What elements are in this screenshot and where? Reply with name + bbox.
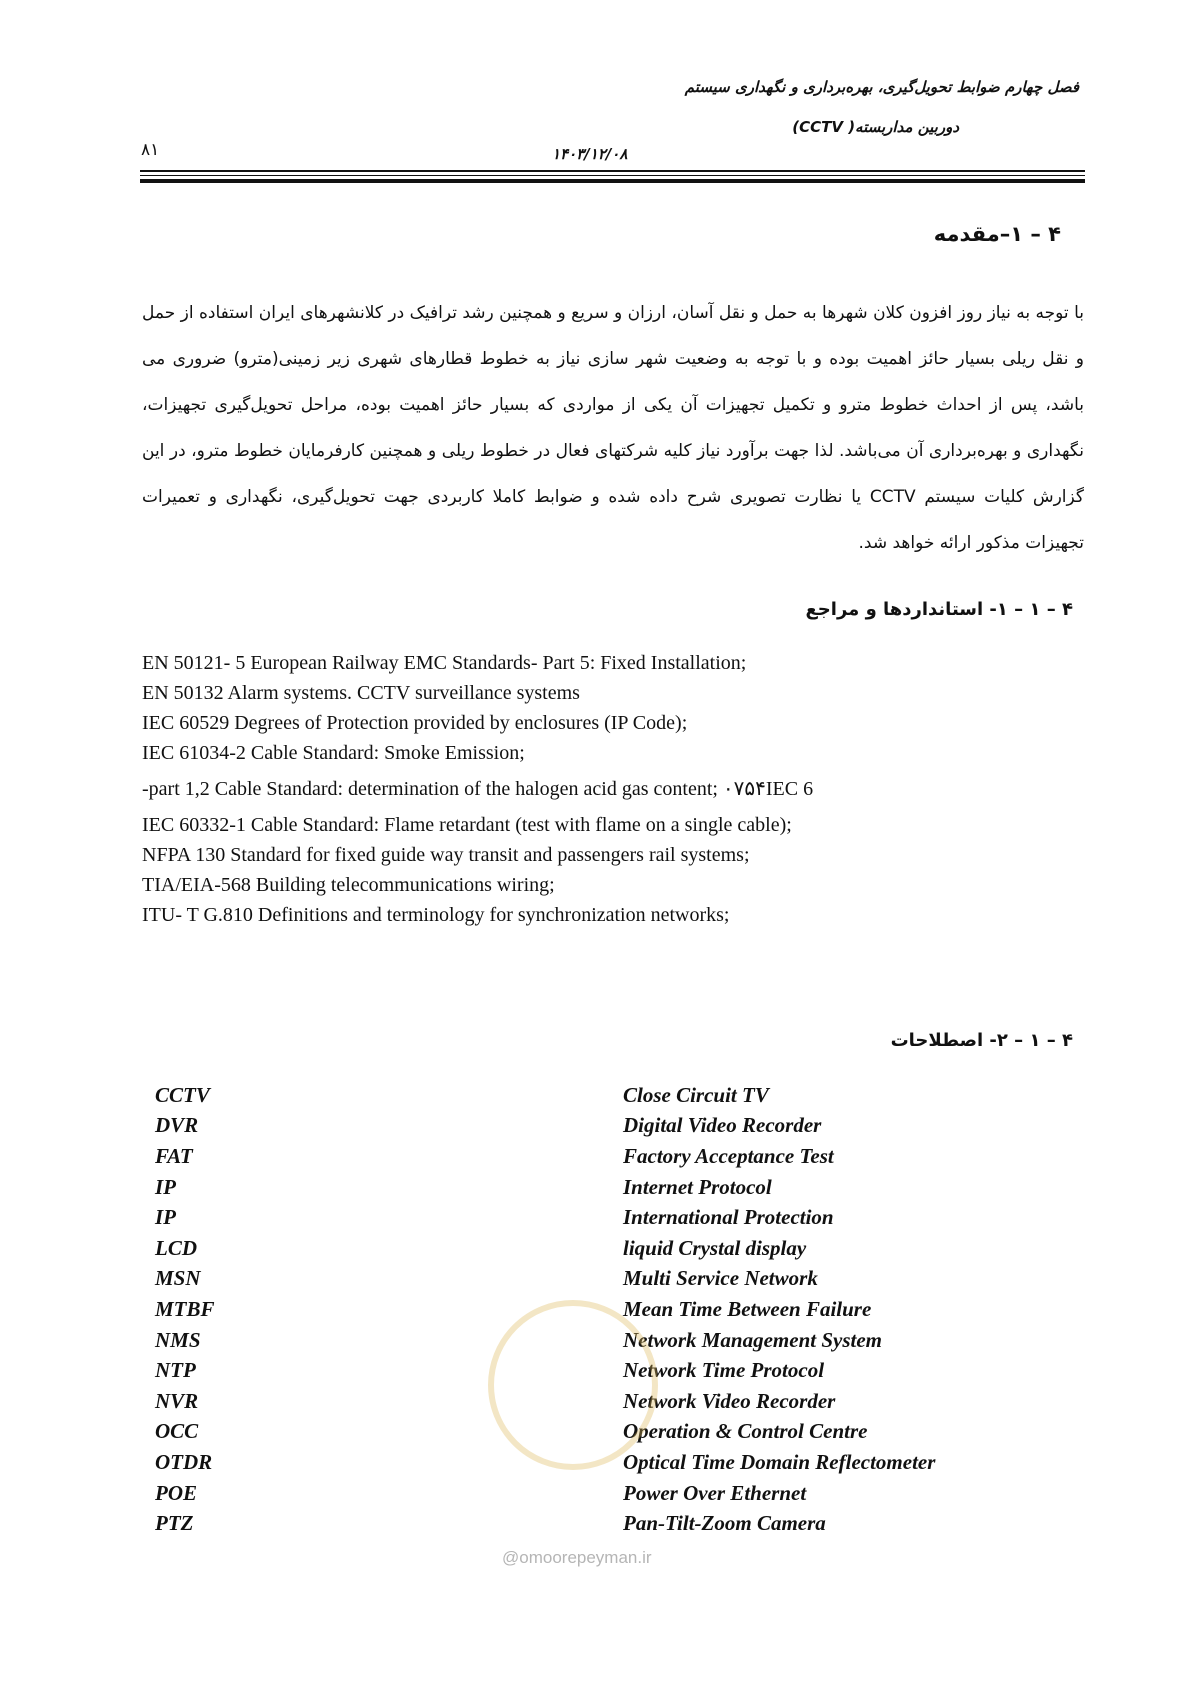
abbreviation-code: NTP: [155, 1358, 196, 1383]
standard-item: IEC 60332-1 Cable Standard: Flame retardant (test with flame on a single cable);: [142, 814, 792, 836]
abbreviation-description: Optical Time Domain Reflectometer: [623, 1449, 936, 1474]
abbreviation-description: Network Time Protocol: [623, 1358, 825, 1383]
abbreviation-row: [155, 1172, 935, 1203]
abbreviation-code: OCC: [155, 1419, 199, 1444]
abbreviation-code: CCTV: [155, 1082, 210, 1107]
abbreviation-description: Network Video Recorder: [623, 1388, 836, 1413]
abbreviation-row: [155, 1202, 935, 1233]
standard-item: ITU- T G.810 Definitions and terminology for synchronization networks;: [142, 904, 730, 926]
abbreviation-description: Network Management System: [623, 1327, 883, 1352]
abbreviation-description: Close Circuit TV: [623, 1082, 769, 1107]
header-chapter-title: فصل چهارم ضوابط تحویل‌گیری، بهره‌برداری و نگهداری سیستم: [684, 78, 1079, 96]
header-subtitle: دوربین مداربسته( CCTV): [792, 118, 959, 136]
abbreviation-code: LCD: [155, 1235, 197, 1260]
abbreviation-code: PTZ: [155, 1511, 194, 1536]
abbreviation-description: Power Over Ethernet: [623, 1480, 807, 1505]
abbreviation-code: POE: [155, 1480, 197, 1505]
header-date: ۱۴۰۳/۱۲/۰۸: [552, 145, 628, 163]
abbreviation-description: Mean Time Between Failure: [623, 1296, 872, 1321]
standard-item: TIA/EIA-568 Building telecommunications wiring;: [142, 874, 555, 896]
standard-item: NFPA 130 Standard for fixed guide way transit and passengers rail systems;: [142, 844, 750, 866]
abbreviation-code: NVR: [155, 1388, 199, 1413]
standard-item: IEC 60529 Degrees of Protection provided by enclosures (IP Code);: [142, 712, 688, 734]
terms-section-title: ۴ – ۱ – ۲- اصطلاحات: [890, 1030, 1073, 1051]
intro-paragraph: با توجه به نیاز روز افزون کلان شهرها به حمل و نقل آسان، ارزان و سریع و همچنین رشد ترافیک در کلانشهرهای ایران استفاده از حمل و نقل ریلی بسیار حائز اهمیت بوده و با توجه به وضعیت شهر سازی نیاز به خطوط قطارهای شهری زیر زمینی(مترو) ضروری می باشد، پس از احداث خطوط مترو و تکمیل تجهیزات آن یکی از مواردی که بسیار حائز اهمیت بوده، مراحل تحویل‌گیری تجهیزات، نگهداری و بهره‌برداری آن می‌باشد. لذا جهت برآورد نیاز کلیه شرکتهای فعال در خطوط ریلی و همچنین کارفرمایان خطوط مترو، در این گزارش کلیات سیستم CCTV یا نظارت تصویری شرح داده شده و ضوابط کاملا کاربردی جهت تحویل‌گیری، نگهداری و تعمیرات تجهیزات مذکور ارائه خواهد شد.: [142, 303, 1084, 553]
abbreviation-description: Internet Protocol: [623, 1174, 772, 1199]
abbreviation-row: [155, 1233, 935, 1264]
abbreviation-code: MTBF: [155, 1296, 215, 1321]
page-number: ۸۱: [141, 140, 160, 160]
standards-section-title: ۴ – ۱ – ۱- استانداردها و مراجع: [805, 599, 1073, 620]
abbreviation-row: [155, 1478, 935, 1509]
abbreviation-description: Multi Service Network: [623, 1266, 818, 1291]
abbreviation-row: [155, 1111, 935, 1142]
abbreviation-code: IP: [155, 1174, 176, 1199]
abbreviation-row: [155, 1141, 935, 1172]
standard-item: EN 50132 Alarm systems. CCTV surveillance systems: [142, 682, 580, 704]
abbreviation-row: [155, 1508, 935, 1539]
watermark-text: @omoorepeyman.ir: [502, 1548, 652, 1567]
watermark-seal-icon: [488, 1300, 658, 1470]
abbreviation-description: Factory Acceptance Test: [623, 1143, 834, 1168]
header-rule: [140, 170, 1085, 183]
abbreviation-code: MSN: [155, 1266, 201, 1291]
abbreviation-code: IP: [155, 1205, 176, 1230]
abbreviation-row: [155, 1080, 935, 1111]
abbreviation-code: FAT: [155, 1143, 193, 1168]
abbreviation-code: NMS: [155, 1327, 201, 1352]
abbreviation-row: [155, 1264, 935, 1295]
abbreviation-code: OTDR: [155, 1449, 213, 1474]
abbreviation-description: Operation & Control Centre: [623, 1419, 868, 1444]
abbreviation-description: liquid Crystal display: [623, 1235, 807, 1260]
abbreviation-code: DVR: [155, 1113, 199, 1138]
standard-item: EN 50121- 5 European Railway EMC Standards- Part 5: Fixed Installation;: [142, 652, 747, 674]
intro-section-title: ۴ – ۱–مقدمه: [933, 222, 1061, 246]
abbreviation-description: International Protection: [623, 1205, 834, 1230]
abbreviation-description: Pan-Tilt-Zoom Camera: [623, 1511, 826, 1536]
standard-item: IEC 61034-2 Cable Standard: Smoke Emission;: [142, 742, 525, 764]
abbreviation-description: Digital Video Recorder: [623, 1113, 822, 1138]
standards-list: [142, 648, 813, 930]
standard-item: -part 1,2 Cable Standard: determination of the halogen acid gas content; ۰۷۵۴IEC 6: [142, 778, 814, 800]
